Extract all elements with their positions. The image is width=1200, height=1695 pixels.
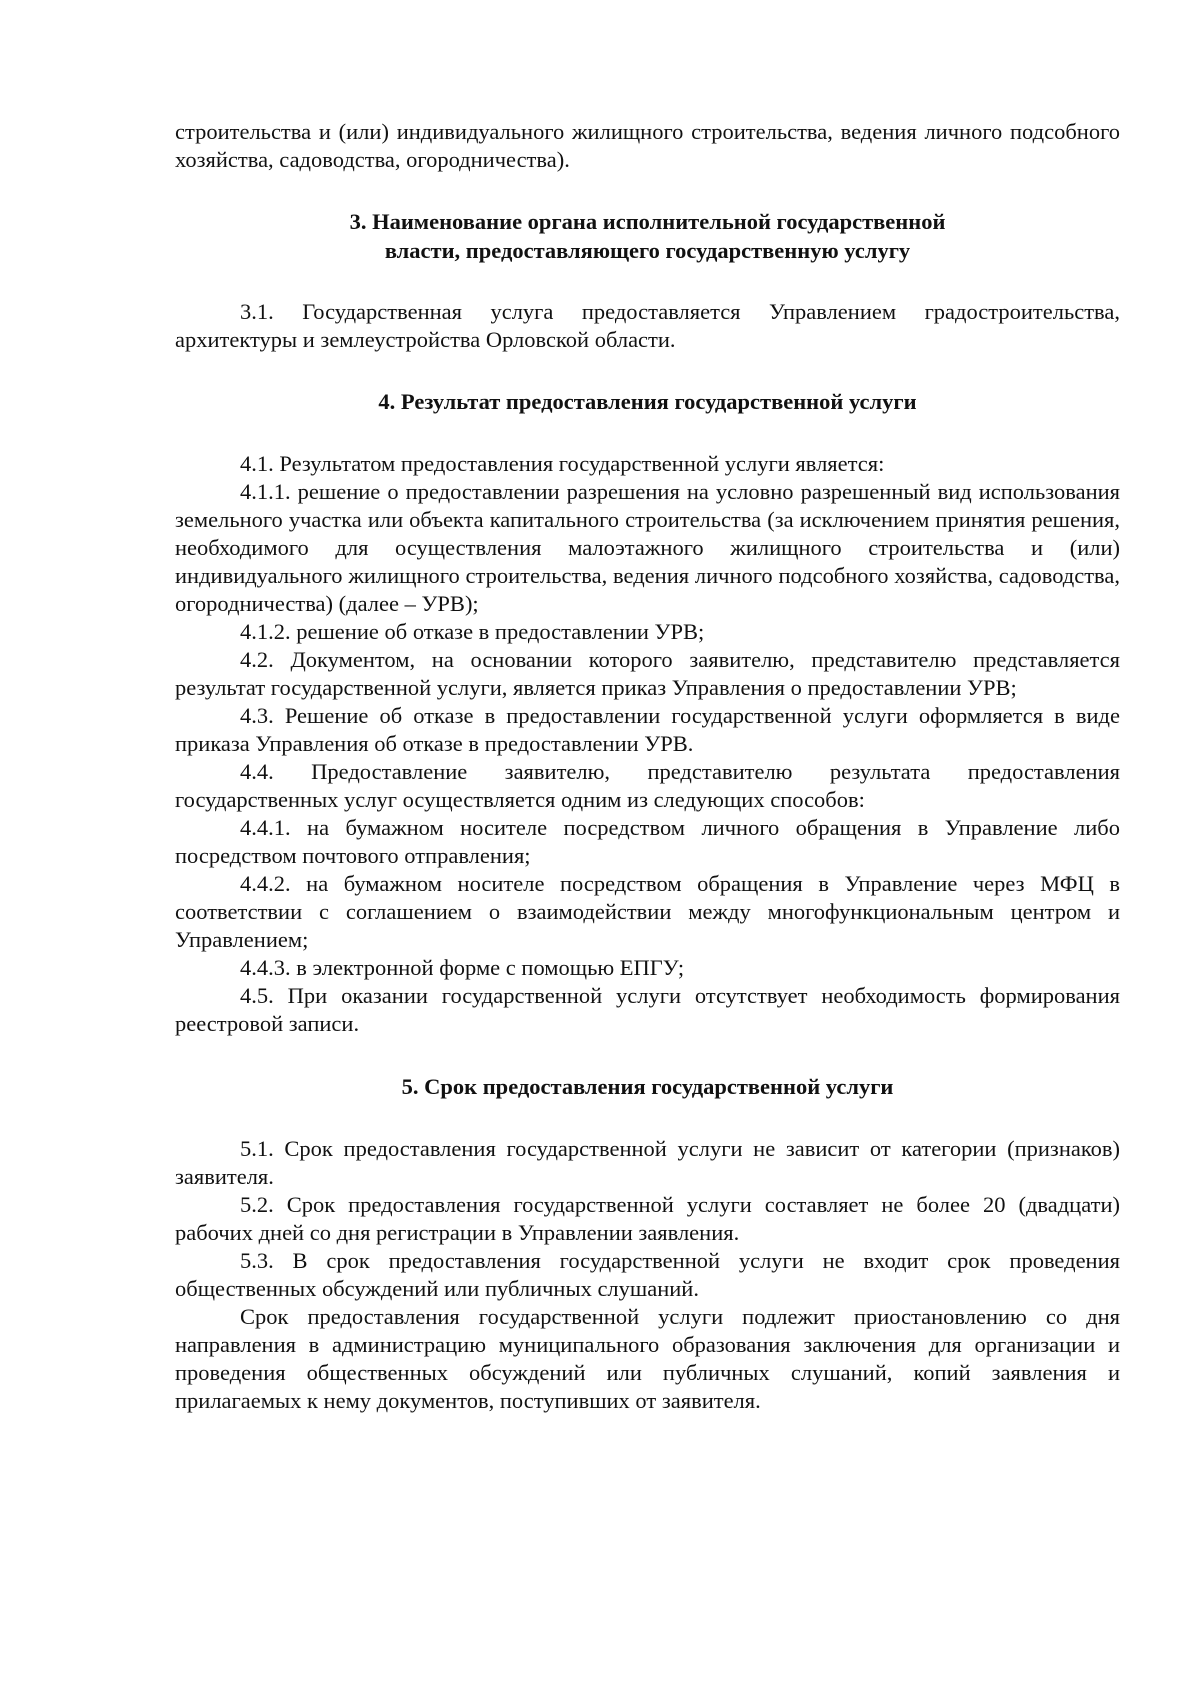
paragraph-4-4-3: 4.4.3. в электронной форме с помощью ЕПГУ; — [240, 955, 685, 980]
paragraph-4-1: 4.1. Результатом предоставления государственной услуги является: — [240, 451, 885, 476]
paragraph-4-1-1: 4.1.1. решение о предоставлении разрешения на условно разрешенный вид использования земельного участка или объекта капитального строительства (за исключением принятия решения, необходимого для осуществления малоэтажного жилищного строительства и (или) индивидуального жилищного строительства, ведения личного подсобного хозяйства, садоводства, огородничества) (далее – УРВ); — [175, 479, 1120, 616]
paragraph-4-3: 4.3. Решение об отказе в предоставлении государственной услуги оформляется в виде приказа Управления об отказе в предоставлении УРВ. — [175, 703, 1120, 756]
paragraph-4-5: 4.5. При оказании государственной услуги отсутствует необходимость формирования реестровой записи. — [175, 983, 1120, 1036]
paragraph-4-2: 4.2. Документом, на основании которого заявителю, представителю представляется результат государственной услуги, является приказ Управления о предоставлении УРВ; — [175, 647, 1120, 700]
paragraph-4-4-2: 4.4.2. на бумажном носителе посредством обращения в Управление через МФЦ в соответствии с соглашением о взаимодействии между многофункциональным центром и Управлением; — [175, 871, 1120, 952]
paragraph-5-2: 5.2. Срок предоставления государственной услуги составляет не более 20 (двадцати) рабочих дней со дня регистрации в Управлении заявления. — [175, 1192, 1120, 1245]
section-5-heading: 5. Срок предоставления государственной услуги — [401, 1074, 894, 1099]
paragraph-3-1: 3.1. Государственная услуга предоставляется Управлением градостроительства, архитектуры и землеустройства Орловской области. — [175, 299, 1120, 352]
paragraph-4-4-1: 4.4.1. на бумажном носителе посредством личного обращения в Управление либо посредством почтового отправления; — [175, 815, 1120, 868]
intro-paragraph: строительства и (или) индивидуального жилищного строительства, ведения личного подсобного хозяйства, садоводства, огородничества). — [175, 119, 1120, 172]
section-3-heading — [175, 207, 1120, 265]
paragraph-5-3: 5.3. В срок предоставления государственной услуги не входит срок проведения общественных обсуждений или публичных слушаний. — [175, 1248, 1120, 1301]
section-3-heading-line-1: 3. Наименование органа исполнительной государственной — [349, 209, 946, 234]
paragraph-4-1-2: 4.1.2. решение об отказе в предоставлении УРВ; — [240, 619, 705, 644]
paragraph-5-1: 5.1. Срок предоставления государственной услуги не зависит от категории (признаков) заявителя. — [175, 1136, 1120, 1189]
section-3-heading-line-2: власти, предоставляющего государственную услугу — [384, 238, 911, 263]
section-4-heading: 4. Результат предоставления государственной услуги — [378, 389, 917, 414]
paragraph-5-4: Срок предоставления государственной услуги подлежит приостановлению со дня направления в администрацию муниципального образования заключения для организации и проведения общественных обсуждений или публичных слушаний, копий заявления и прилагаемых к нему документов, поступивших от заявителя. — [175, 1304, 1120, 1413]
paragraph-4-4: 4.4. Предоставление заявителю, представителю результата предоставления государственных услуг осуществляется одним из следующих способов: — [175, 759, 1120, 812]
